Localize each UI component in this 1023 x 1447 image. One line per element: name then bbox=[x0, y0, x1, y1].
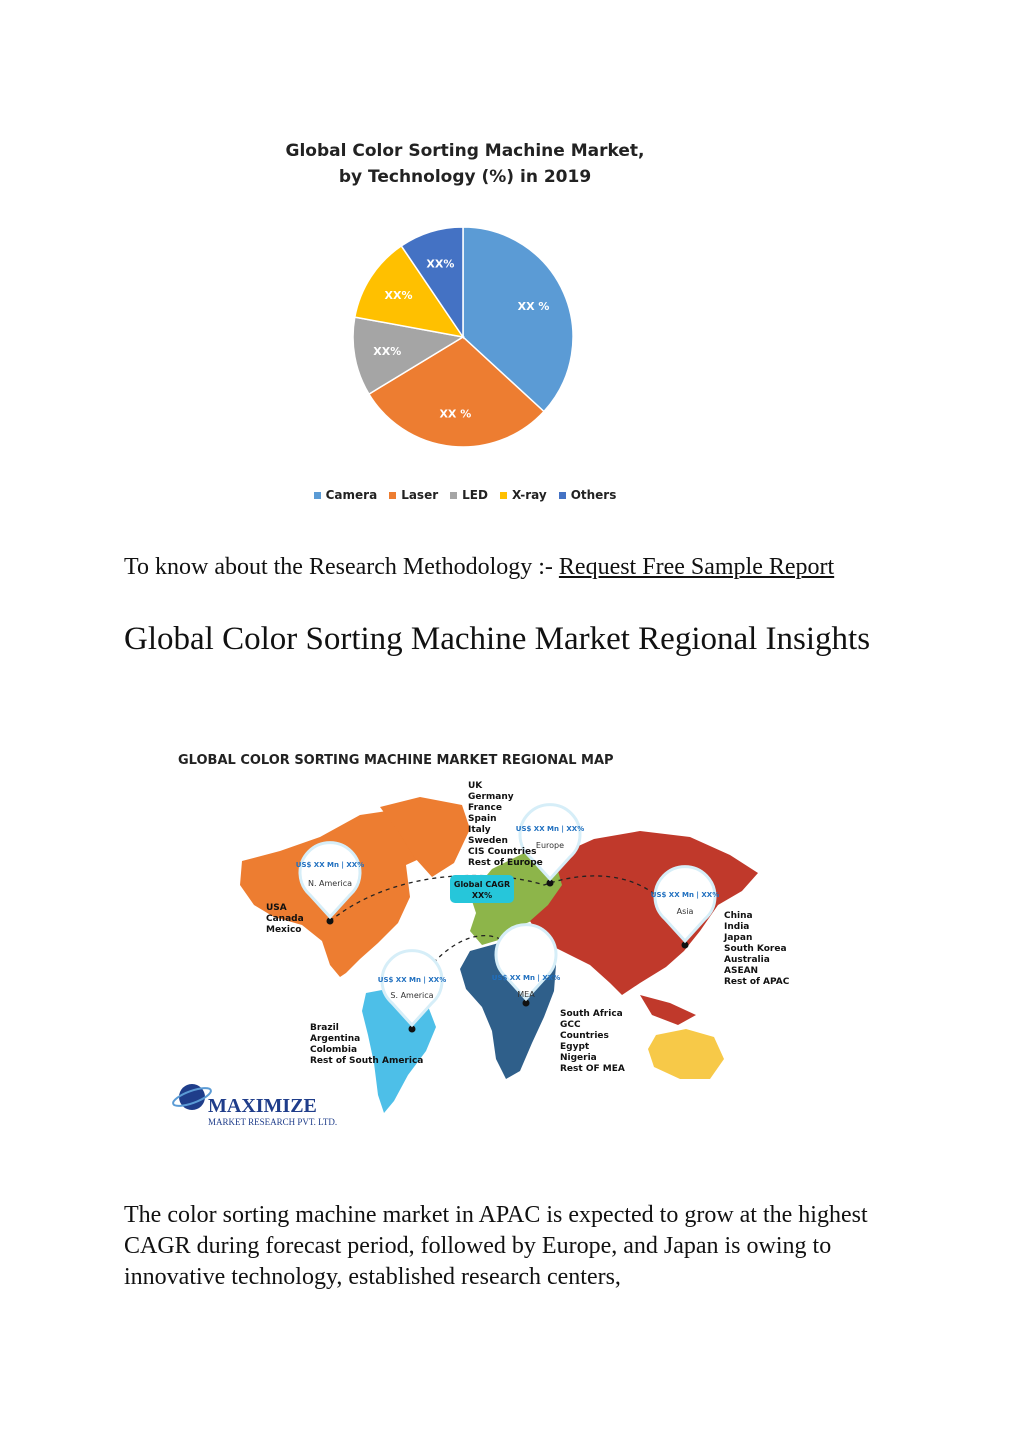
pin-region-mea: MEA bbox=[517, 990, 535, 999]
list-item: France bbox=[468, 803, 502, 813]
list-item: Rest of Europe bbox=[468, 858, 543, 868]
chart-title-line2: by Technology (%) in 2019 bbox=[338, 167, 592, 187]
methodology-text bbox=[124, 552, 894, 583]
pin-value-samerica: US$ XX Mn | XX% bbox=[377, 976, 447, 984]
pin-value-europe: US$ XX Mn | XX% bbox=[515, 825, 585, 833]
request-sample-link[interactable]: Request Free Sample Report bbox=[558, 554, 835, 580]
global-cagr-label: Global CAGR bbox=[453, 880, 511, 889]
asia-country-list bbox=[724, 911, 789, 988]
maximize-logo bbox=[174, 1073, 374, 1129]
list-item: Spain bbox=[468, 814, 497, 824]
list-item: CIS Countries bbox=[468, 847, 537, 857]
mea-country-list bbox=[560, 1009, 625, 1075]
australia-shape bbox=[648, 1029, 724, 1079]
legend-swatch bbox=[500, 492, 507, 499]
logo-subtitle: MARKET RESEARCH PVT. LTD. bbox=[208, 1117, 338, 1127]
legend-swatch bbox=[559, 492, 566, 499]
list-item: Rest of South America bbox=[310, 1056, 424, 1066]
pie-data-label: XX % bbox=[439, 407, 472, 421]
chart-title-line1: Global Color Sorting Machine Market, bbox=[285, 141, 645, 161]
logo-name: MAXIMIZE bbox=[208, 1095, 317, 1117]
list-item: Australia bbox=[724, 955, 770, 965]
legend-item-laser bbox=[389, 488, 438, 502]
list-item: Rest OF MEA bbox=[560, 1064, 625, 1074]
pie-data-label: XX% bbox=[384, 288, 413, 302]
section-heading: Global Color Sorting Machine Market Regional Insights bbox=[124, 621, 871, 657]
list-item: Germany bbox=[468, 792, 514, 802]
legend-swatch bbox=[389, 492, 396, 499]
pie-data-label: XX% bbox=[426, 257, 455, 271]
list-item: Canada bbox=[266, 914, 304, 924]
pie-chart-figure bbox=[270, 130, 660, 520]
apac-paragraph: The color sorting machine market in APAC is expected to grow at the highest CAGR during forecast period, followed by Europe, and Japan is owing to innovative technology, established research centers, bbox=[124, 1202, 868, 1290]
list-item: USA bbox=[266, 903, 287, 913]
list-item: Colombia bbox=[310, 1045, 358, 1055]
list-item: South Korea bbox=[724, 944, 787, 954]
chart-title bbox=[270, 138, 660, 190]
legend-swatch bbox=[314, 492, 321, 499]
pin-value-asia: US$ XX Mn | XX% bbox=[650, 891, 720, 899]
legend-item-xray bbox=[500, 488, 547, 502]
north-america-country-list bbox=[266, 903, 304, 936]
list-item: Egypt bbox=[560, 1042, 590, 1052]
legend-item-others bbox=[559, 488, 617, 502]
regional-map-figure bbox=[170, 745, 810, 1135]
methodology-prefix: To know about the Research Methodology :- bbox=[124, 554, 559, 580]
list-item: Rest of APAC bbox=[724, 977, 790, 987]
southeast-asia-shape bbox=[640, 995, 696, 1025]
legend-label: LED bbox=[462, 488, 488, 502]
list-item: Countries bbox=[560, 1031, 609, 1041]
list-item: UK bbox=[468, 781, 483, 791]
pin-region-asia: Asia bbox=[676, 907, 694, 916]
legend-label: Laser bbox=[401, 488, 439, 502]
list-item: ASEAN bbox=[724, 966, 759, 976]
legend-label: Others bbox=[570, 488, 617, 502]
list-item: Mexico bbox=[266, 925, 302, 935]
europe-country-list bbox=[468, 781, 543, 869]
legend-item-camera bbox=[314, 488, 378, 502]
list-item: Sweden bbox=[468, 836, 508, 846]
list-item: GCC bbox=[560, 1020, 581, 1030]
pin-value-namerica: US$ XX Mn | XX% bbox=[295, 861, 365, 869]
global-cagr-value: XX% bbox=[471, 891, 493, 900]
list-item: Italy bbox=[468, 825, 491, 835]
list-item: South Africa bbox=[560, 1009, 623, 1019]
global-cagr-badge bbox=[450, 875, 514, 903]
chart-legend bbox=[270, 488, 660, 502]
south-america-country-list bbox=[310, 1023, 423, 1067]
pin-region-samerica: S. America bbox=[390, 991, 434, 1000]
list-item: Japan bbox=[724, 933, 753, 943]
legend-label: X-ray bbox=[511, 488, 547, 502]
list-item: Brazil bbox=[310, 1023, 339, 1033]
legend-swatch bbox=[450, 492, 457, 499]
pie-data-label: XX% bbox=[373, 344, 402, 358]
pin-region-namerica: N. America bbox=[307, 879, 353, 888]
list-item: India bbox=[724, 922, 750, 932]
legend-label: Camera bbox=[325, 488, 378, 502]
map-title: GLOBAL COLOR SORTING MACHINE MARKET REGIONAL MAP bbox=[178, 753, 614, 768]
list-item: Nigeria bbox=[560, 1053, 597, 1063]
legend-item-led bbox=[450, 488, 488, 502]
pin-value-mea: US$ XX Mn | XX% bbox=[491, 974, 561, 982]
pin-region-europe: Europe bbox=[535, 841, 565, 850]
list-item: China bbox=[724, 911, 753, 921]
list-item: Argentina bbox=[310, 1034, 361, 1044]
pie-data-label: XX % bbox=[517, 300, 550, 314]
